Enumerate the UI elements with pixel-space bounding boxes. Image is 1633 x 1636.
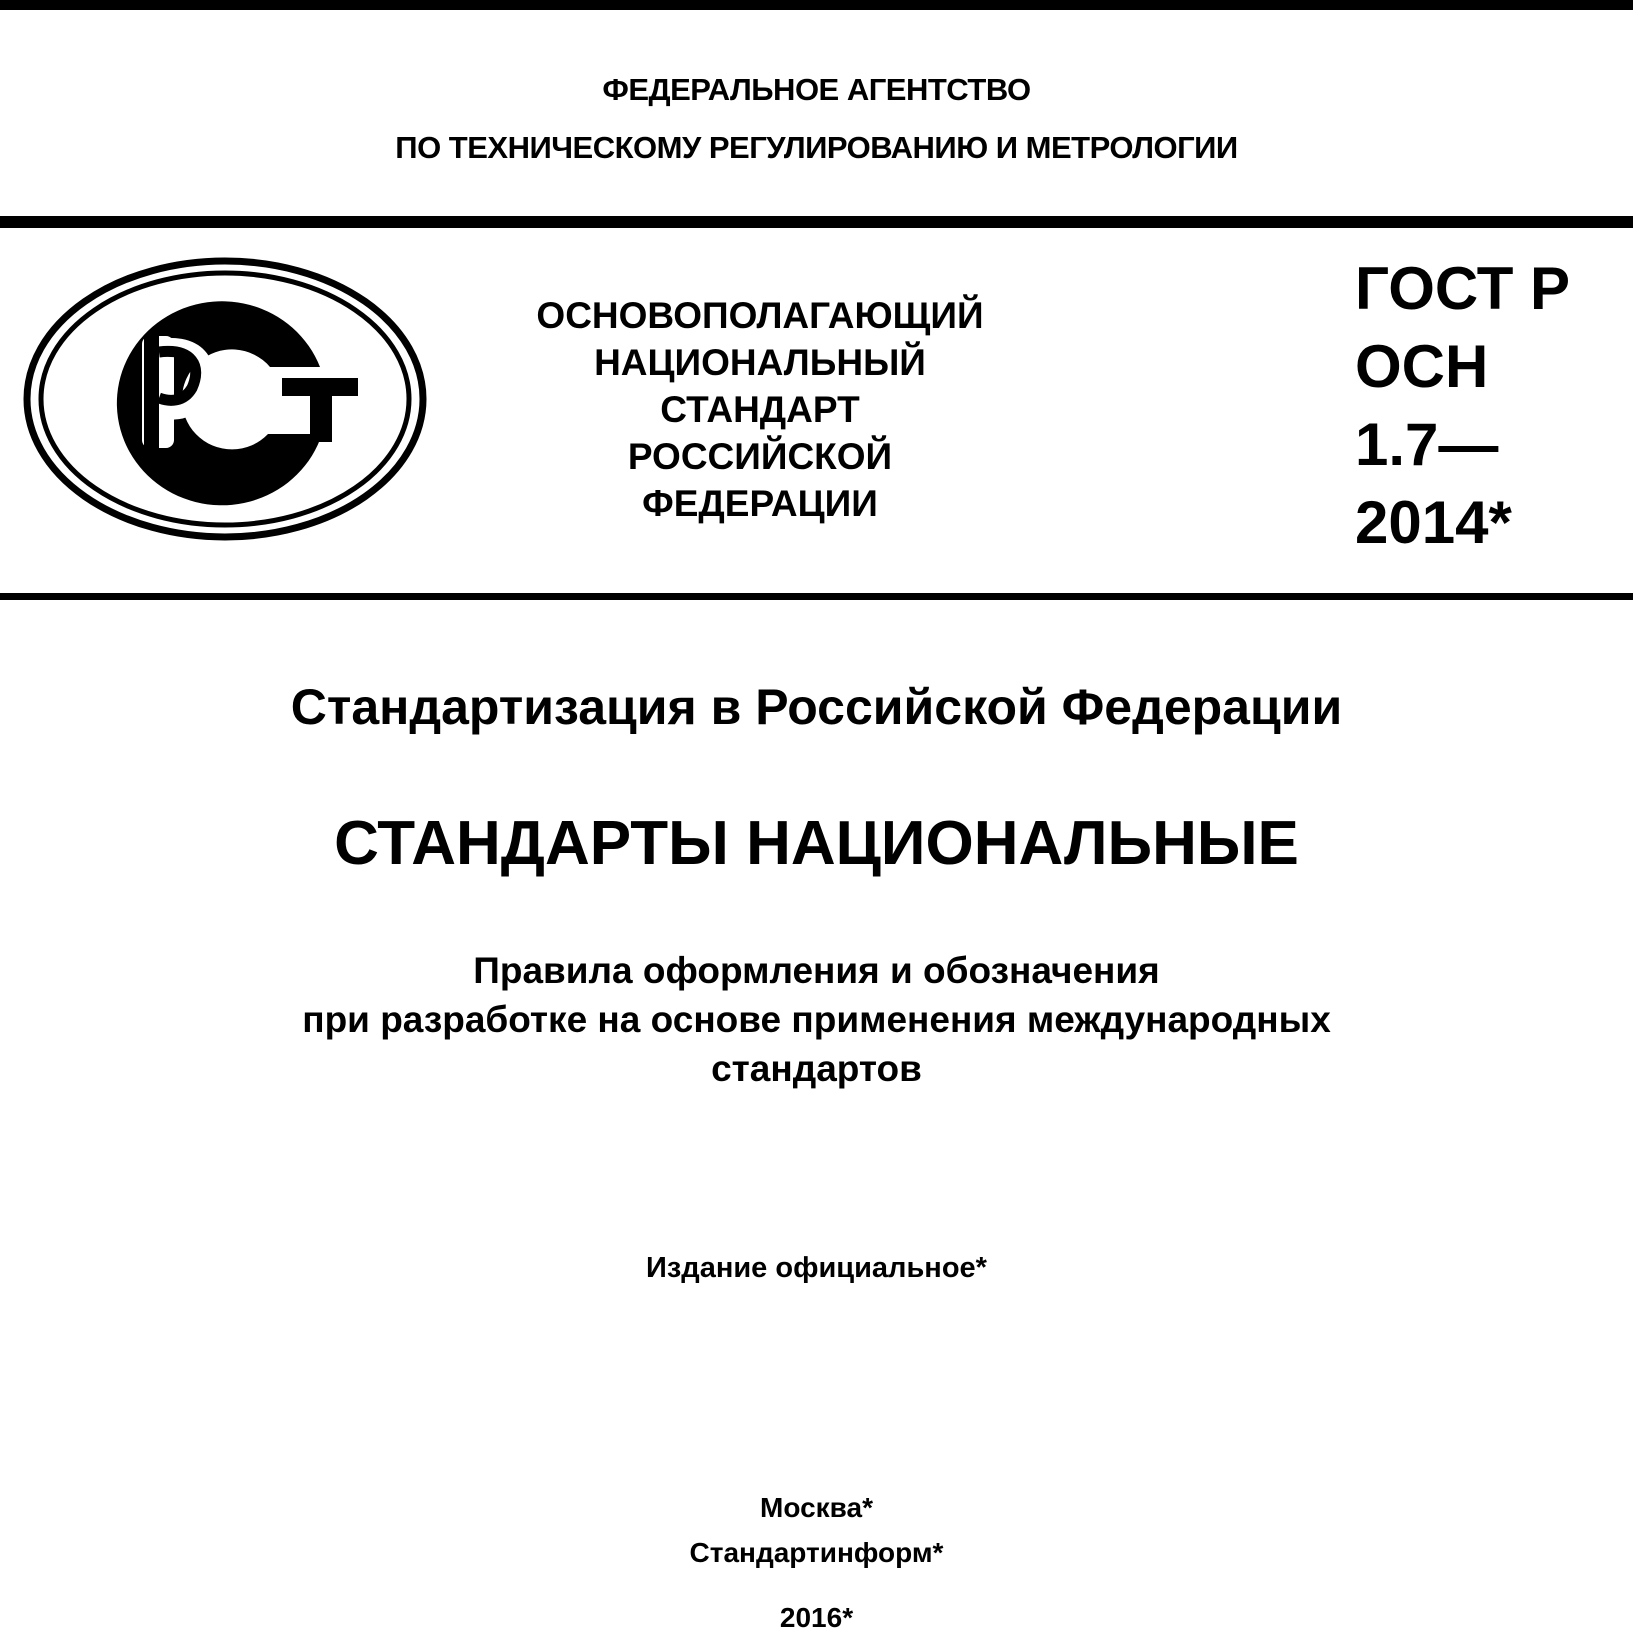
imprint-city: Москва*: [760, 1492, 873, 1523]
standard-type-line: НАЦИОНАЛЬНЫЙ: [594, 342, 926, 383]
series-title: Стандартизация в Российской Федерации: [290, 679, 1343, 735]
standard-type-line: СТАНДАРТ: [660, 389, 860, 430]
agency-line-2: ПО ТЕХНИЧЕСКОМУ РЕГУЛИРОВАНИЮ И МЕТРОЛОГИИ: [395, 130, 1238, 165]
standard-type-line: ОСНОВОПОЛАГАЮЩИЙ: [536, 295, 984, 336]
standard-type-line: РОССИЙСКОЙ: [627, 436, 893, 477]
main-title: СТАНДАРТЫ НАЦИОНАЛЬНЫЕ: [334, 809, 1299, 878]
top-rule: [0, 0, 1633, 10]
designation-line: ГОСТ Р: [1355, 255, 1571, 322]
edition-note: Издание официальное*: [646, 1252, 987, 1284]
standard-type: [480, 292, 1040, 527]
imprint-publisher: Стандартинформ*: [689, 1537, 944, 1568]
rst-emblem-icon: [20, 254, 430, 544]
subtitle-line: Правила оформления и обозначения: [473, 950, 1160, 991]
standard-designation: [1355, 250, 1570, 562]
agency-line-1: ФЕДЕРАЛЬНОЕ АГЕНТСТВО: [602, 72, 1031, 107]
title-block-rule: [0, 593, 1633, 600]
header-rule: [0, 216, 1633, 228]
designation-line: ОСН: [1355, 333, 1489, 400]
designation-line: 1.7—: [1355, 411, 1499, 478]
subtitle-line: при разработке на основе применения международных: [302, 999, 1331, 1040]
subtitle-line: стандартов: [711, 1048, 922, 1089]
subtitle: [0, 946, 1633, 1093]
rst-logo: [20, 254, 430, 544]
imprint-year: 2016*: [779, 1602, 854, 1633]
standard-type-line: ФЕДЕРАЦИИ: [642, 483, 878, 524]
designation-line: 2014*: [1355, 489, 1512, 556]
